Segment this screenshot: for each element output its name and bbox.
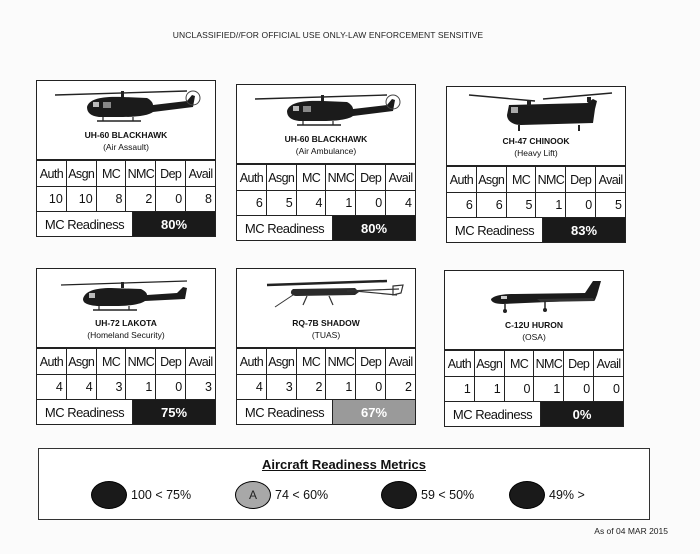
legend-title: Aircraft Readiness Metrics — [261, 457, 426, 472]
stat-value: 0 — [356, 191, 386, 216]
legend-dot — [91, 481, 127, 509]
aircraft-image-box — [446, 86, 626, 166]
column-header: Asgn — [66, 349, 96, 375]
column-header: Auth — [37, 349, 67, 375]
readiness-stats-table — [236, 348, 416, 400]
mc-readiness-label: MC Readiness — [37, 212, 133, 236]
stat-value: 0 — [566, 193, 596, 218]
column-header: Asgn — [66, 161, 96, 187]
readiness-stats-table — [36, 348, 216, 400]
legend-text: 74 < 60% — [275, 488, 329, 502]
column-header: Auth — [447, 167, 477, 193]
column-header: Avail — [386, 349, 416, 375]
legend-dot — [381, 481, 417, 509]
legend-dot: A — [235, 481, 271, 509]
aircraft-name: UH-72 LAKOTA — [95, 318, 157, 328]
stat-value: 1 — [326, 191, 356, 216]
blackhawk-helicopter-icon — [37, 83, 214, 129]
column-header: MC — [96, 349, 126, 375]
stat-value: 1 — [474, 377, 504, 402]
legend-text: 49% > — [549, 488, 585, 502]
mc-readiness-row — [446, 218, 626, 243]
mc-readiness-row — [36, 212, 216, 237]
column-header: Dep — [564, 351, 594, 377]
blackhawk-helicopter-icon — [237, 87, 414, 133]
stat-value: 0 — [504, 377, 534, 402]
stat-value: 4 — [66, 375, 96, 400]
stat-value: 8 — [96, 187, 126, 212]
stat-value: 2 — [386, 375, 416, 400]
stat-value: 6 — [237, 191, 267, 216]
aircraft-image-box — [236, 268, 416, 348]
stat-value: 8 — [186, 187, 216, 212]
stat-value: 1 — [126, 375, 156, 400]
readiness-stats-table — [236, 164, 416, 216]
column-header: MC — [96, 161, 126, 187]
aircraft-role: (TUAS) — [311, 330, 341, 340]
huron-aircraft-icon — [445, 273, 622, 319]
aircraft-name: CH-47 CHINOOK — [502, 136, 570, 146]
column-header: Auth — [37, 161, 67, 187]
aircraft-card-rq7b-shadow — [236, 268, 416, 425]
column-header: NMC — [126, 161, 156, 187]
stat-value: 0 — [156, 187, 186, 212]
column-header: MC — [506, 167, 536, 193]
stat-value: 3 — [266, 375, 296, 400]
mc-readiness-row — [236, 216, 416, 241]
aircraft-name: UH-60 BLACKHAWK — [84, 130, 168, 140]
readiness-stats-table — [444, 350, 624, 402]
stat-value: 6 — [447, 193, 477, 218]
mc-readiness-label: MC Readiness — [37, 400, 133, 424]
stat-value: 0 — [356, 375, 386, 400]
mc-readiness-value: 0% — [541, 402, 623, 426]
stat-value: 10 — [66, 187, 96, 212]
stat-value: 4 — [37, 375, 67, 400]
column-header: Avail — [186, 349, 216, 375]
stat-value: 3 — [96, 375, 126, 400]
mc-readiness-value: 83% — [543, 218, 625, 242]
stat-value: 0 — [156, 375, 186, 400]
legend-item — [509, 481, 585, 509]
stat-value: 5 — [506, 193, 536, 218]
stat-value: 1 — [534, 377, 564, 402]
aircraft-card-uh60-air-assault — [36, 80, 216, 237]
column-header: Asgn — [266, 165, 296, 191]
column-header: Avail — [596, 167, 626, 193]
aircraft-card-uh60-air-ambulance — [236, 84, 416, 241]
shadow-uav-icon — [237, 271, 414, 317]
column-header: NMC — [126, 349, 156, 375]
column-header: NMC — [326, 349, 356, 375]
aircraft-card-ch47-chinook — [446, 86, 626, 243]
readiness-stats-table — [446, 166, 626, 218]
aircraft-image-box — [444, 270, 624, 350]
aircraft-image-box — [236, 84, 416, 164]
stat-value: 2 — [296, 375, 326, 400]
aircraft-name: UH-60 BLACKHAWK — [284, 134, 368, 144]
column-header: MC — [296, 165, 326, 191]
column-header: Dep — [156, 161, 186, 187]
mc-readiness-value: 80% — [133, 212, 215, 236]
legend-item — [381, 481, 474, 509]
aircraft-card-uh72-lakota — [36, 268, 216, 425]
classification-banner: UNCLASSIFIED//FOR OFFICIAL USE ONLY-LAW ENFORCEMENT SENSITIVE — [172, 30, 484, 40]
column-header: Dep — [156, 349, 186, 375]
mc-readiness-row — [236, 400, 416, 425]
stat-value: 0 — [594, 377, 624, 402]
aircraft-role: (OSA) — [522, 332, 546, 342]
stat-value: 1 — [326, 375, 356, 400]
column-header: NMC — [326, 165, 356, 191]
aircraft-name: RQ-7B SHADOW — [292, 318, 360, 328]
stat-value: 3 — [186, 375, 216, 400]
stat-value: 5 — [596, 193, 626, 218]
column-header: MC — [504, 351, 534, 377]
legend-text: 100 < 75% — [131, 488, 192, 502]
column-header: Asgn — [266, 349, 296, 375]
stat-value: 2 — [126, 187, 156, 212]
column-header: NMC — [536, 167, 566, 193]
stat-value: 4 — [237, 375, 267, 400]
mc-readiness-label: MC Readiness — [445, 402, 541, 426]
as-of-date: As of 04 MAR 2015 — [594, 526, 668, 536]
mc-readiness-value: 67% — [333, 400, 415, 424]
aircraft-role: (Heavy Lift) — [514, 148, 558, 158]
column-header: Asgn — [474, 351, 504, 377]
legend-item — [235, 481, 328, 509]
aircraft-role: (Homeland Security) — [87, 330, 165, 340]
stat-value: 6 — [476, 193, 506, 218]
stat-value: 0 — [564, 377, 594, 402]
mc-readiness-label: MC Readiness — [447, 218, 543, 242]
column-header: Dep — [356, 165, 386, 191]
mc-readiness-value: 80% — [333, 216, 415, 240]
stat-value: 4 — [296, 191, 326, 216]
column-header: Avail — [386, 165, 416, 191]
aircraft-role: (Air Ambulance) — [295, 146, 357, 156]
stat-value: 1 — [536, 193, 566, 218]
readiness-stats-table — [36, 160, 216, 212]
aircraft-card-c12u-huron — [444, 270, 624, 427]
column-header: Avail — [186, 161, 216, 187]
mc-readiness-label: MC Readiness — [237, 216, 333, 240]
stat-value: 10 — [37, 187, 67, 212]
aircraft-name: C-12U HURON — [504, 320, 564, 330]
legend-dot — [509, 481, 545, 509]
aircraft-role: (Air Assault) — [103, 142, 149, 152]
legend-text: 59 < 50% — [421, 488, 475, 502]
aircraft-image-box — [36, 268, 216, 348]
column-header: Dep — [566, 167, 596, 193]
lakota-helicopter-icon — [37, 271, 214, 317]
column-header: Asgn — [476, 167, 506, 193]
mc-readiness-label: MC Readiness — [237, 400, 333, 424]
legend-item — [91, 481, 191, 509]
column-header: Auth — [237, 165, 267, 191]
stat-value: 5 — [266, 191, 296, 216]
column-header: Avail — [594, 351, 624, 377]
mc-readiness-row — [36, 400, 216, 425]
readiness-legend — [38, 448, 650, 520]
mc-readiness-row — [444, 402, 624, 427]
column-header: Dep — [356, 349, 386, 375]
stat-value: 1 — [445, 377, 475, 402]
column-header: MC — [296, 349, 326, 375]
mc-readiness-value: 75% — [133, 400, 215, 424]
stat-value: 4 — [386, 191, 416, 216]
chinook-helicopter-icon — [447, 89, 624, 135]
column-header: Auth — [445, 351, 475, 377]
aircraft-image-box — [36, 80, 216, 160]
column-header: Auth — [237, 349, 267, 375]
column-header: NMC — [534, 351, 564, 377]
